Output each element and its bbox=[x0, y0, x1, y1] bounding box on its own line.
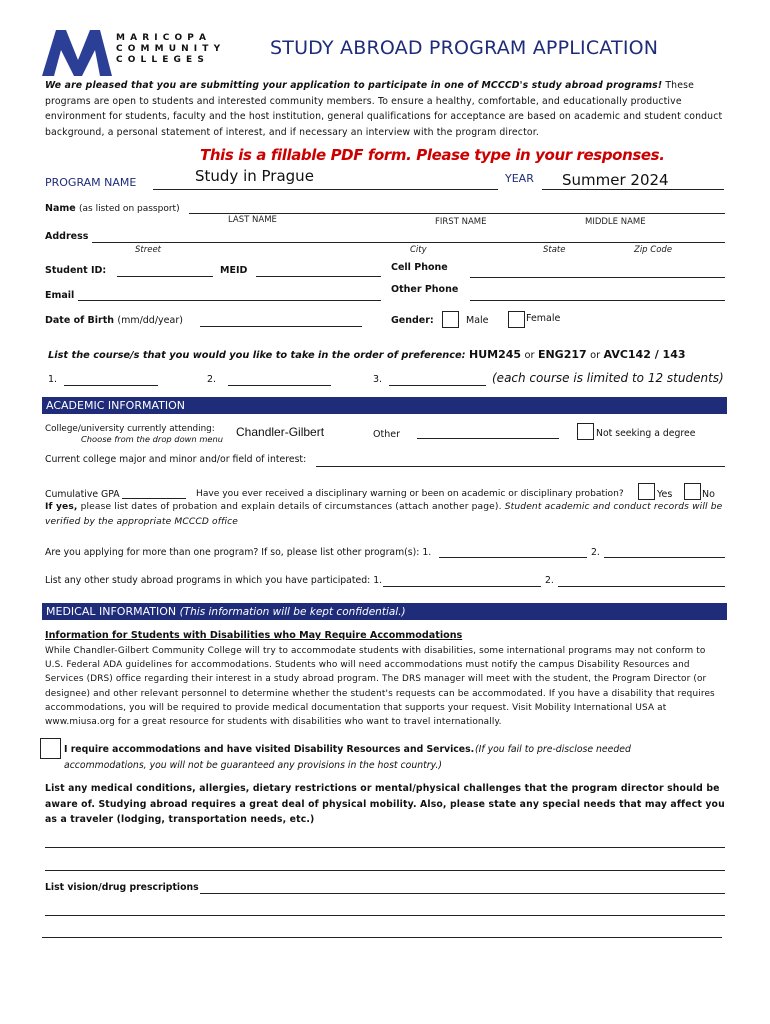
accommodations-checkbox[interactable] bbox=[40, 738, 61, 759]
course-2-name: ENG217 bbox=[537, 348, 587, 361]
multi-program-label: Are you applying for more than one program? If so, please list other program(s): 1. bbox=[45, 547, 432, 558]
other-abroad-label: List any other study abroad programs in which you have participated: 1. bbox=[45, 575, 383, 586]
female-checkbox[interactable] bbox=[508, 311, 525, 328]
org-line-3: C O L L E G E S bbox=[116, 55, 205, 65]
other-phone-input[interactable] bbox=[470, 300, 725, 301]
gender-label: Gender: bbox=[391, 315, 434, 326]
not-seeking-degree-checkbox[interactable] bbox=[577, 423, 594, 440]
conditions-input-line-2[interactable] bbox=[45, 870, 725, 871]
program-name-input[interactable]: Study in Prague bbox=[195, 167, 314, 185]
accommodations-note-2: accommodations, you will not be guaranteed any provisions in the host country.) bbox=[64, 760, 442, 771]
major-label: Current college major and minor and/or field of interest: bbox=[45, 454, 307, 465]
meid-label: MEID bbox=[220, 265, 248, 276]
org-line-1: M A R I C O P A bbox=[116, 33, 207, 43]
college-dropdown[interactable]: Chandler-Gilbert bbox=[236, 425, 325, 439]
course-prompt-text: List the course/s that you would you like to take in the order of preference: bbox=[48, 350, 466, 361]
student-id-label: Student ID: bbox=[45, 265, 107, 276]
medical-heading-text: MEDICAL INFORMATION bbox=[46, 605, 177, 618]
course-choice-3-input[interactable] bbox=[389, 385, 486, 386]
conditions-input-line-1[interactable] bbox=[45, 847, 725, 848]
course-prompt bbox=[48, 348, 686, 361]
gpa-input[interactable] bbox=[122, 498, 186, 499]
probation-no-label: No bbox=[702, 489, 715, 500]
college-label: College/university currently attending: bbox=[45, 424, 215, 434]
street-caption: Street bbox=[135, 245, 162, 255]
records-note: Student academic and conduct records will be verified by the appropriate MCCCD office bbox=[45, 502, 723, 527]
prescriptions-label: List vision/drug prescriptions bbox=[45, 882, 199, 893]
dob-input[interactable] bbox=[200, 326, 362, 327]
other-abroad-two: 2. bbox=[545, 575, 554, 586]
program-name-label: PROGRAM NAME bbox=[45, 176, 137, 189]
cell-phone-label: Cell Phone bbox=[391, 262, 448, 273]
course-number-2: 2. bbox=[207, 374, 217, 385]
course-choice-1-input[interactable] bbox=[64, 385, 158, 386]
disability-title: Information for Students with Disabilities who May Require Accommodations bbox=[45, 630, 463, 641]
disability-text: While Chandler-Gilbert Community College will try to accommodate students with disabilities, some international programs may not conform to U.S. Federal ADA guidelines for accommodations. Students who will need accommodations must notify the campus Disability Resources and Services (DRS) office regarding their interest in a study abroad program. The DRS manager will meet with the student, the Program Director (or designee) and other relevant personnel to determine whether the student's requests can be accommodated. If you have a disability that requires accommodations, you will be required to provide medical documentation that supports your request. Visit Mobility International USA at www.miusa.org for a great resource for students with disabilities who want to travel internationally. bbox=[45, 646, 715, 728]
city-caption: City bbox=[410, 245, 427, 255]
name-label-text: Name bbox=[45, 203, 76, 214]
if-yes-rest: please list dates of probation and explain details of circumstances (attach another page). bbox=[77, 502, 502, 512]
prescriptions-input-line-2[interactable] bbox=[45, 915, 725, 916]
major-input[interactable] bbox=[316, 466, 725, 467]
intro-rest: These programs are open to students and interested community members. To ensure a healthy, comfortable, and educationally productive environment for students, faculty and the host institution, general qualifications for acceptance are based on academic and student conduct background, a personal statement of interest, and if necessary an interview with the program director. bbox=[45, 80, 723, 138]
first-name-caption: FIRST NAME bbox=[435, 217, 487, 227]
fillable-notice: This is a fillable PDF form. Please type in your responses. bbox=[200, 146, 665, 164]
course-number-3: 3. bbox=[373, 374, 383, 385]
multi-program-input-2[interactable] bbox=[604, 557, 725, 558]
student-id-input[interactable] bbox=[117, 276, 213, 277]
multi-program-two: 2. bbox=[591, 547, 600, 558]
cell-phone-input[interactable] bbox=[470, 277, 725, 278]
medical-heading bbox=[42, 603, 727, 620]
dob-label-text: Date of Birth bbox=[45, 315, 115, 326]
female-label: Female bbox=[526, 313, 561, 324]
name-input-line[interactable] bbox=[189, 213, 725, 214]
page-title: STUDY ABROAD PROGRAM APPLICATION bbox=[270, 37, 659, 59]
accommodations-label: I require accommodations and have visited Disability Resources and Services. bbox=[64, 744, 475, 755]
zip-caption: Zip Code bbox=[634, 245, 673, 255]
if-yes-bold: If yes, bbox=[45, 502, 78, 512]
dob-note: (mm/dd/year) bbox=[117, 315, 183, 326]
male-label: Male bbox=[466, 315, 489, 326]
other-abroad-input-1[interactable] bbox=[383, 586, 541, 587]
state-caption: State bbox=[543, 245, 566, 255]
prescriptions-input-line-3[interactable] bbox=[42, 937, 722, 938]
last-name-caption: LAST NAME bbox=[228, 215, 277, 225]
probation-no-checkbox[interactable] bbox=[684, 483, 701, 500]
not-seeking-label: Not seeking a degree bbox=[596, 428, 696, 439]
course-or-1: or bbox=[524, 350, 535, 361]
course-number-1: 1. bbox=[48, 374, 58, 385]
dropdown-note: Choose from the drop down menu bbox=[81, 434, 224, 444]
name-note: (as listed on passport) bbox=[79, 204, 180, 214]
address-input-line[interactable] bbox=[92, 242, 725, 243]
probation-question: Have you ever received a disciplinary warning or been on academic or disciplinary probation? bbox=[196, 489, 624, 499]
email-label: Email bbox=[45, 290, 75, 301]
year-label: YEAR bbox=[505, 172, 534, 185]
org-name bbox=[116, 33, 221, 66]
course-1-name: HUM245 bbox=[469, 348, 522, 361]
if-yes-text bbox=[45, 500, 730, 530]
dob-label bbox=[45, 315, 183, 326]
middle-name-caption: MIDDLE NAME bbox=[585, 217, 646, 227]
course-limit-note: (each course is limited to 12 students) bbox=[492, 371, 724, 385]
multi-program-input-1[interactable] bbox=[439, 557, 587, 558]
mccc-logo-mark bbox=[42, 24, 112, 76]
other-label: Other bbox=[373, 429, 400, 440]
course-or-2: or bbox=[590, 350, 601, 361]
course-3-name: AVC142 / 143 bbox=[603, 348, 686, 361]
conditions-label: List any medical conditions, allergies, dietary restrictions or mental/physical challenges that the program director should be aware of. Studying abroad requires a great deal of physical mobility. Also, please state any special needs that may affect you as a traveler (lodging, transportation needs, etc.) bbox=[45, 783, 725, 825]
medical-heading-note: (This information will be kept confidential.) bbox=[179, 606, 406, 618]
org-line-2: C O M M U N I T Y bbox=[116, 44, 222, 54]
program-name-line bbox=[153, 189, 498, 190]
probation-yes-label: Yes bbox=[657, 489, 673, 500]
year-input[interactable]: Summer 2024 bbox=[562, 171, 669, 189]
accommodations-note-1: (If you fail to pre-disclose needed bbox=[475, 744, 631, 755]
course-choice-2-input[interactable] bbox=[228, 385, 331, 386]
address-label: Address bbox=[45, 231, 89, 242]
year-line bbox=[542, 189, 724, 190]
male-checkbox[interactable] bbox=[442, 311, 459, 328]
probation-yes-checkbox[interactable] bbox=[638, 483, 655, 500]
intro-text bbox=[45, 78, 725, 140]
gpa-label: Cumulative GPA bbox=[45, 489, 120, 500]
academic-heading: ACADEMIC INFORMATION bbox=[42, 397, 727, 414]
name-label bbox=[45, 203, 180, 214]
email-input[interactable] bbox=[78, 300, 381, 301]
meid-input[interactable] bbox=[256, 276, 381, 277]
other-phone-label: Other Phone bbox=[391, 284, 459, 295]
other-college-input[interactable] bbox=[417, 438, 559, 439]
prescriptions-input-line-1[interactable] bbox=[200, 893, 725, 894]
other-abroad-input-2[interactable] bbox=[558, 586, 725, 587]
intro-bold: We are pleased that you are submitting your application to participate in one of MCCCD's study abroad programs! bbox=[45, 80, 663, 91]
